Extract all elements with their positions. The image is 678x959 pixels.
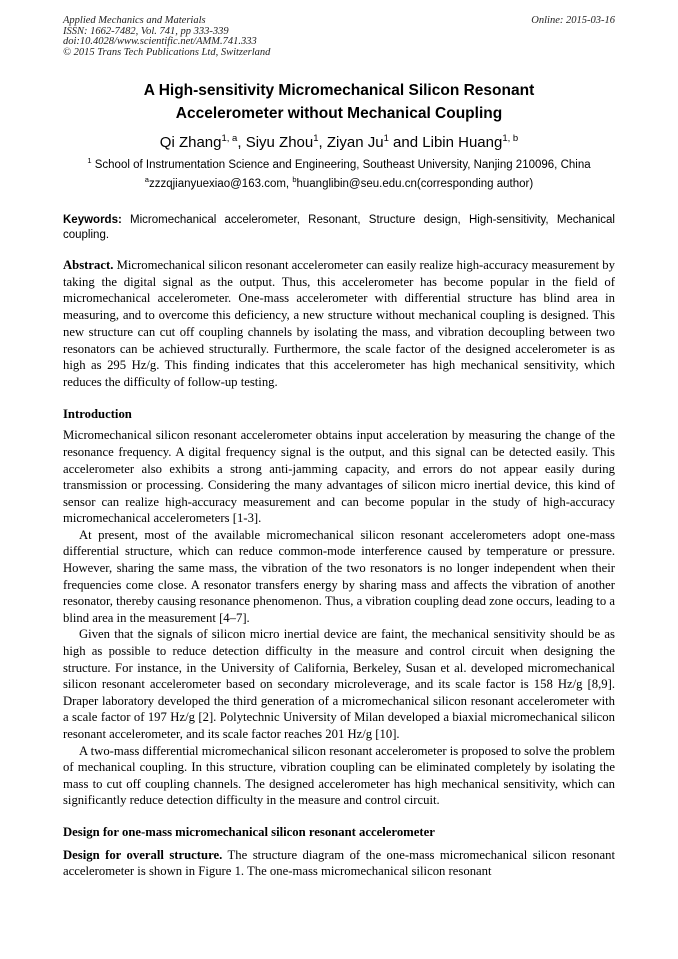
abstract-text: Micromechanical silicon resonant accelerometer can easily realize high-accuracy measurement by taking the digital signal as the output. Thus, this accelerometer has become popular in the field of micromechanical accelerometer. One-mass accelerometer with differential structure has blind area in measuring, and to overcome this deficiency, a new structure without mechanical coupling is designed. This new structure can cut off coupling channels by isolating the mass, and vibration decoupling between two resonators can be achieved structurally. Furthermore, the scale factor of the designed accelerometer is as high as 295 Hz/g. This finding indicates that this accelerometer has high mechanical sensitivity, which reduces the difficulty of follow-up testing. <box>63 258 615 389</box>
author-affil-sup: 1, b <box>502 133 519 144</box>
author-separator: , <box>318 134 327 151</box>
intro-paragraph: A two-mass differential micromechanical silicon resonant accelerometer is proposed to solve the problem of mechanical coupling. In this structure, vibration coupling can be eliminated completely by isolating the mass to cut off coupling channels. The designed accelerometer has high mechanical sensitivity, which can significantly reduce detection difficulty in the measure and control circuit. <box>63 743 615 808</box>
paper-title <box>63 79 615 125</box>
copyright-line: © 2015 Trans Tech Publications Ltd, Switzerland <box>63 46 271 58</box>
author-affil-sup: 1 <box>313 133 319 144</box>
journal-name: Applied Mechanics and Materials <box>63 15 206 26</box>
author-name: Siyu Zhou <box>245 134 314 151</box>
journal-header <box>63 0 615 58</box>
intro-paragraph: Given that the signals of silicon micro inertial device are faint, the mechanical sensitivity should be as high as possible to reduce detection difficulty in the measure and control circuit when designing the structure. For instance, in the University of California, Berkeley, Susan et al. developed micromechanical silicon resonant accelerometer based on secondary microleverage, and its scale factor is 158 Hz/g [8,9]. Draper laboratory developed the third generation of a micromechanical silicon resonant accelerometer with a scale factor of 197 Hz/g [2]. Polytechnic University of Milan developed a biaxial micromechanical silicon resonant accelerometer, and its scale factor reaches 201 Hz/g [10]. <box>63 627 615 742</box>
affiliation-sup: 1 <box>87 156 92 165</box>
email-b-sup: b <box>292 175 297 184</box>
abstract-label: Abstract. <box>63 258 114 272</box>
design-sub-label: Design for overall structure. <box>63 847 223 862</box>
design-paragraph <box>63 847 615 880</box>
author-separator: , <box>237 134 246 151</box>
title-line-1: A High-sensitivity Micromechanical Silicon Resonant <box>143 82 535 99</box>
author-affil-sup: 1 <box>383 133 389 144</box>
issn-line: ISSN: 1662-7482, Vol. 741, pp 333-339 <box>63 25 229 37</box>
author-emails <box>63 176 615 192</box>
design-sub-text: The structure diagram of the one-mass micromechanical silicon resonant accelerometer is shown in Figure 1. The one-mass micromechanical silicon resonant <box>63 847 615 879</box>
keywords-text: Micromechanical accelerometer, Resonant, Structure design, High-sensitivity, Mechanical coupling. <box>63 214 615 241</box>
keywords-block <box>63 213 615 242</box>
abstract-block <box>63 257 615 391</box>
affiliation-text: School of Instrumentation Science and Engineering, Southeast University, Nanjing 210096, China <box>91 159 591 171</box>
intro-paragraph: At present, most of the available micromechanical silicon resonant accelerometers adopt one-mass differential structure, which can reduce common-mode interference caused by temperature or pressure. However, sharing the same mass, the vibration of the two resonators is no longer independent when their frequencies come close. A resonator transfers energy by sharing mass and affects the vibration of another resonator, thereby causing resonance phenomenon. Thus, a vibration coupling dead zone occurs, leading to a blind area in the measurement [4–7]. <box>63 527 615 625</box>
title-line-2: Accelerometer without Mechanical Coupling <box>175 105 503 122</box>
keywords-label: Keywords: <box>63 214 122 226</box>
author-name: Ziyan Ju <box>326 134 384 151</box>
author-affil-sup: 1, a <box>221 133 238 144</box>
author-separator: and <box>388 134 423 151</box>
doi-line[interactable]: doi:10.4028/www.scientific.net/AMM.741.333 <box>63 36 257 47</box>
email-a[interactable]: zzzqjianyuexiao@163.com, <box>148 178 293 190</box>
affiliation <box>63 157 615 173</box>
email-b[interactable]: huanglibin@seu.edu.cn(corresponding author) <box>296 178 534 190</box>
author-name: Qi Zhang <box>159 134 222 151</box>
online-date: Online: 2015-03-16 <box>531 15 615 26</box>
intro-paragraph: Micromechanical silicon resonant accelerometer obtains input acceleration by measuring the change of the resonance frequency. A digital frequency signal is the output, and this signal can be detected easily. This accelerometer also exhibits a strong anti-jamming capacity, and errors do not appear easily during transmission or processing. Considering the many advantages of silicon micro inertial device, this kind of sensor can realize high-accuracy measurement and can become popular in the study of high-accuracy micromechanical accelerometers [1-3]. <box>63 428 615 526</box>
introduction-heading: Introduction <box>63 406 132 421</box>
design-heading: Design for one-mass micromechanical silicon resonant accelerometer <box>63 824 435 839</box>
email-a-sup: a <box>144 175 149 184</box>
author-list <box>63 133 615 153</box>
author-name: Libin Huang <box>422 134 503 151</box>
